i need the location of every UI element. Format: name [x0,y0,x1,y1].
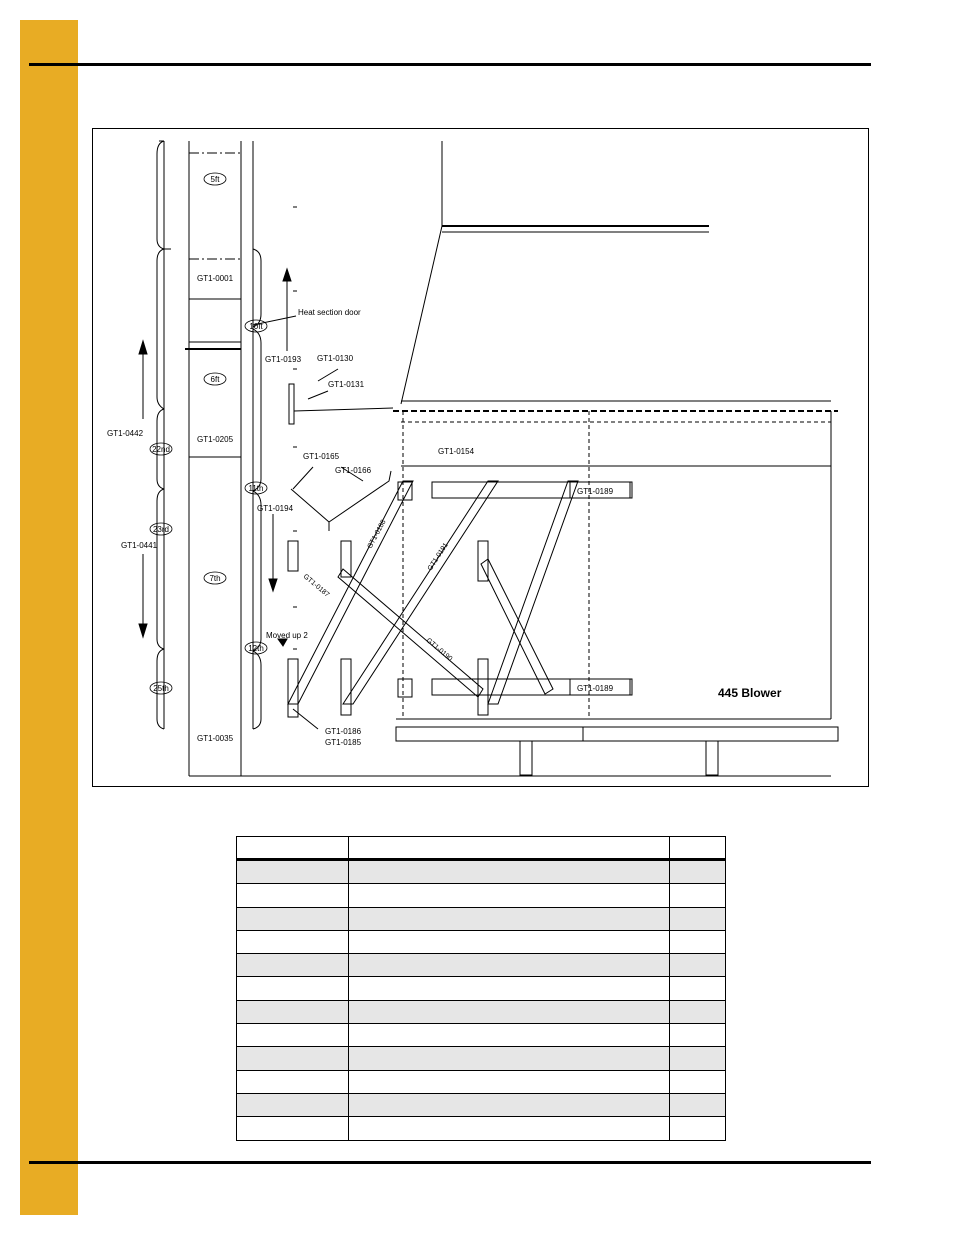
door-bracket [289,384,294,424]
table-cell [670,1047,726,1070]
side-color-band [20,20,78,1215]
dim-label: 5ft [210,175,220,184]
hopper-v [291,471,391,522]
part-label: GT1-0165 [303,452,340,461]
table-row [237,907,726,930]
moved-arrow-head [278,639,287,646]
support-leg [706,741,718,775]
leader [293,709,318,729]
bracket-symbols [293,207,297,649]
dim-braces [157,141,164,729]
table-row [237,954,726,977]
arrow-label: GT1-0194 [257,504,294,513]
panel-label: GT1-0001 [197,274,234,283]
footer-rule [29,1161,871,1164]
cross-brace [481,559,553,694]
table-cell [237,860,349,884]
part-label: GT1-0130 [317,354,354,363]
table-row [237,884,726,907]
table-cell [237,1024,349,1047]
dim-label: 23rd [152,525,170,534]
parts-table [236,836,726,1141]
table-cell [349,860,670,884]
table-cell [349,930,670,953]
table-cell [237,1117,349,1140]
table-cell [349,1047,670,1070]
table-cell [670,860,726,884]
table-row [237,1000,726,1023]
table-cell [349,907,670,930]
dim-label: 22nd [152,445,170,454]
table-cell [349,884,670,907]
table-cell [670,930,726,953]
arrow-label: GT1-0441 [121,541,158,550]
table-cell [670,1117,726,1140]
table-header-cell [670,837,726,860]
dim-label: 25th [153,684,169,693]
table-cell [237,1000,349,1023]
table-row [237,977,726,1000]
part-label: GT1-0154 [438,447,475,456]
panel-label: GT1-0205 [197,435,234,444]
table-cell [349,977,670,1000]
header-rule [29,63,871,66]
table-cell [349,1000,670,1023]
part-label: GT1-0191 [426,541,450,573]
part-label: GT1-0188 [366,518,388,550]
table-cell [670,1093,726,1116]
table-row [237,930,726,953]
table-cell [349,1070,670,1093]
table-row [237,1047,726,1070]
assembly-figure [92,128,869,787]
table-cell [670,954,726,977]
part-label: GT1-0186 [325,727,362,736]
table-cell [237,1093,349,1116]
part-label: GT1-0166 [335,466,372,475]
dim-label: 10ft [249,322,263,331]
table-cell [349,954,670,977]
table-cell [670,977,726,1000]
arrow-down-head [139,624,147,637]
dim-label: 11th [248,484,264,493]
gt1-0191-brace [343,481,498,704]
part-label: GT1-0189 [577,487,614,496]
arrow-label: GT1-0442 [107,429,144,438]
part-label: GT1-0187 [301,573,331,599]
table-cell [670,907,726,930]
table-cell [237,1047,349,1070]
part-label: GT1-0189 [577,684,614,693]
table-cell [349,1024,670,1047]
dim-label: 12th [248,644,264,653]
table-cell [670,1070,726,1093]
arrow-down-head [269,579,277,591]
table-header-row [237,837,726,860]
blower-label: 445 Blower [718,686,782,700]
table-cell [349,1093,670,1116]
table-header-cell [349,837,670,860]
leader [293,467,313,489]
arrow-up-head [283,269,291,281]
panel-label: GT1-0035 [197,734,234,743]
assembly-drawing [93,129,870,788]
upright-plate [478,659,488,715]
moved-up-callout: Moved up 2 [266,631,308,640]
support-leg [520,741,532,775]
clip-plate [398,679,412,697]
arrow-up-head [139,341,147,354]
leader [308,391,328,399]
table-row [237,860,726,884]
table-cell [237,1070,349,1093]
upright-plate [288,541,298,571]
table-row [237,1117,726,1140]
table-cell [237,907,349,930]
arrow-label: GT1-0193 [265,355,302,364]
part-label: GT1-0185 [325,738,362,747]
table-row [237,1024,726,1047]
table-cell [670,884,726,907]
table-cell [670,1024,726,1047]
table-header-cell [237,837,349,860]
table-cell [349,1117,670,1140]
table-cell [237,884,349,907]
housing-slope [401,226,442,404]
upright-plate [341,659,351,715]
table-row [237,1093,726,1116]
table-row [237,1070,726,1093]
table-cell [670,1000,726,1023]
dim-label: 6ft [210,375,220,384]
table-cell [237,930,349,953]
dim-label: 7th [209,574,221,583]
table-cell [237,954,349,977]
heat-door-callout: Heat section door [298,308,361,317]
table-cell [237,977,349,1000]
base-plate [396,727,838,741]
part-label: GT1-0190 [424,637,454,663]
part-label: GT1-0131 [328,380,365,389]
gt1-0131-line [294,408,393,411]
